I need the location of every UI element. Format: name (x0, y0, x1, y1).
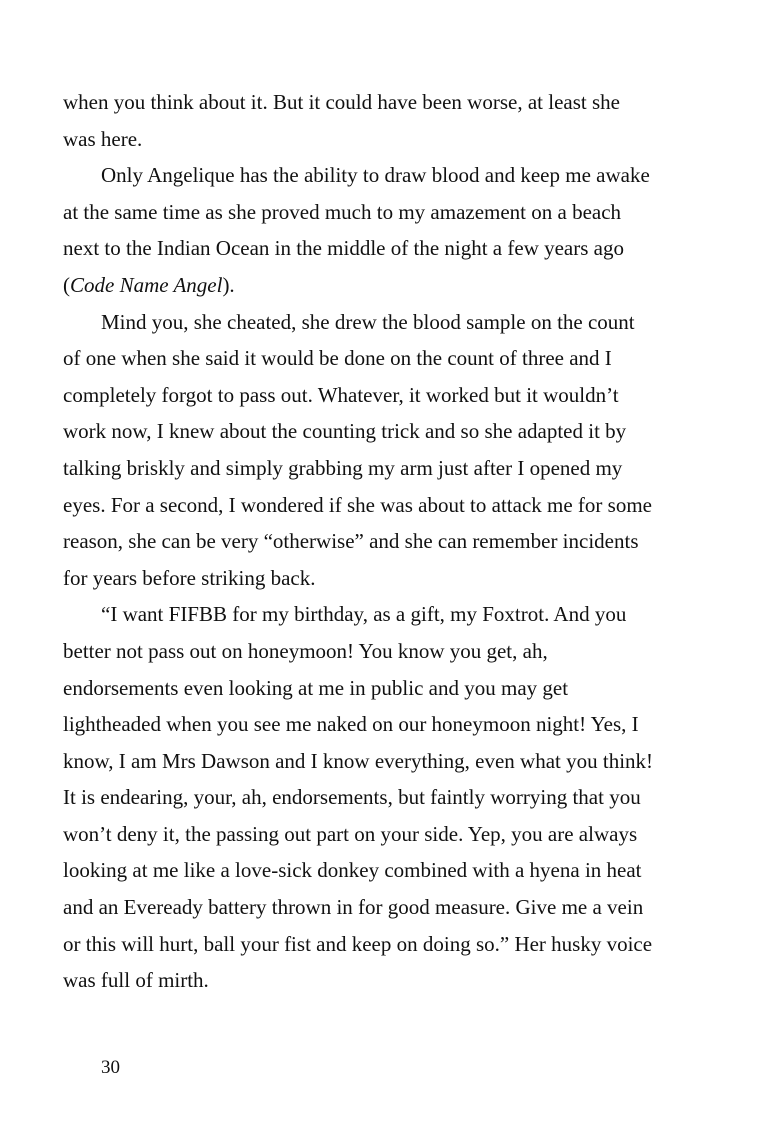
text-line: of one when she said it would be done on the count of three and I (63, 346, 612, 371)
text-line: won’t deny it, the passing out part on your side. Yep, you are always (63, 821, 638, 846)
paragraph-1 (63, 84, 661, 157)
text-line: next to the Indian Ocean in the middle of the night a few years ago (63, 236, 624, 261)
text-line: and an Eveready battery thrown in for good measure. Give me a vein (63, 895, 644, 920)
citation-open: ( (63, 272, 70, 297)
text-line: talking briskly and simply grabbing my arm just after I opened my (63, 455, 623, 480)
page-number: 30 (101, 1057, 120, 1078)
body-text (63, 84, 661, 999)
text-line: when you think about it. But it could have been worse, at least she (63, 90, 620, 114)
text-line: was here. (63, 126, 143, 151)
text-line: “I want FIFBB for my birthday, as a gift, my Foxtrot. And you (101, 602, 627, 627)
text-line: work now, I knew about the counting trick and so she adapted it by (63, 419, 627, 444)
paragraph-4 (63, 596, 661, 999)
text-line: was full of mirth. (63, 968, 209, 993)
text-line: lightheaded when you see me naked on our honeymoon night! Yes, I (63, 712, 639, 737)
text-line: for years before striking back. (63, 565, 316, 590)
text-line-citation (63, 267, 661, 304)
text-line: It is endearing, your, ah, endorsements, but faintly worrying that you (63, 785, 641, 810)
text-line: looking at me like a love-sick donkey combined with a hyena in heat (63, 858, 642, 883)
text-line: better not pass out on honeymoon! You know you get, ah, (63, 638, 548, 663)
text-line: Mind you, she cheated, she drew the blood sample on the count (101, 309, 635, 334)
text-line: Only Angelique has the ability to draw blood and keep me awake (101, 163, 650, 188)
text-line: endorsements even looking at me in public and you may get (63, 675, 569, 700)
paragraph-2 (63, 157, 661, 303)
text-line: eyes. For a second, I wondered if she was about to attack me for some (63, 492, 652, 517)
text-line: completely forgot to pass out. Whatever, it worked but it wouldn’t (63, 382, 619, 407)
text-line: know, I am Mrs Dawson and I know everything, even what you think! (63, 748, 654, 773)
text-line: at the same time as she proved much to my amazement on a beach (63, 199, 622, 224)
book-title-citation: Code Name Angel (70, 272, 223, 297)
paragraph-3 (63, 304, 661, 597)
text-line: reason, she can be very “otherwise” and she can remember incidents (63, 529, 639, 554)
citation-close: ). (222, 272, 235, 297)
text-line: or this will hurt, ball your fist and keep on doing so.” Her husky voice (63, 931, 653, 956)
